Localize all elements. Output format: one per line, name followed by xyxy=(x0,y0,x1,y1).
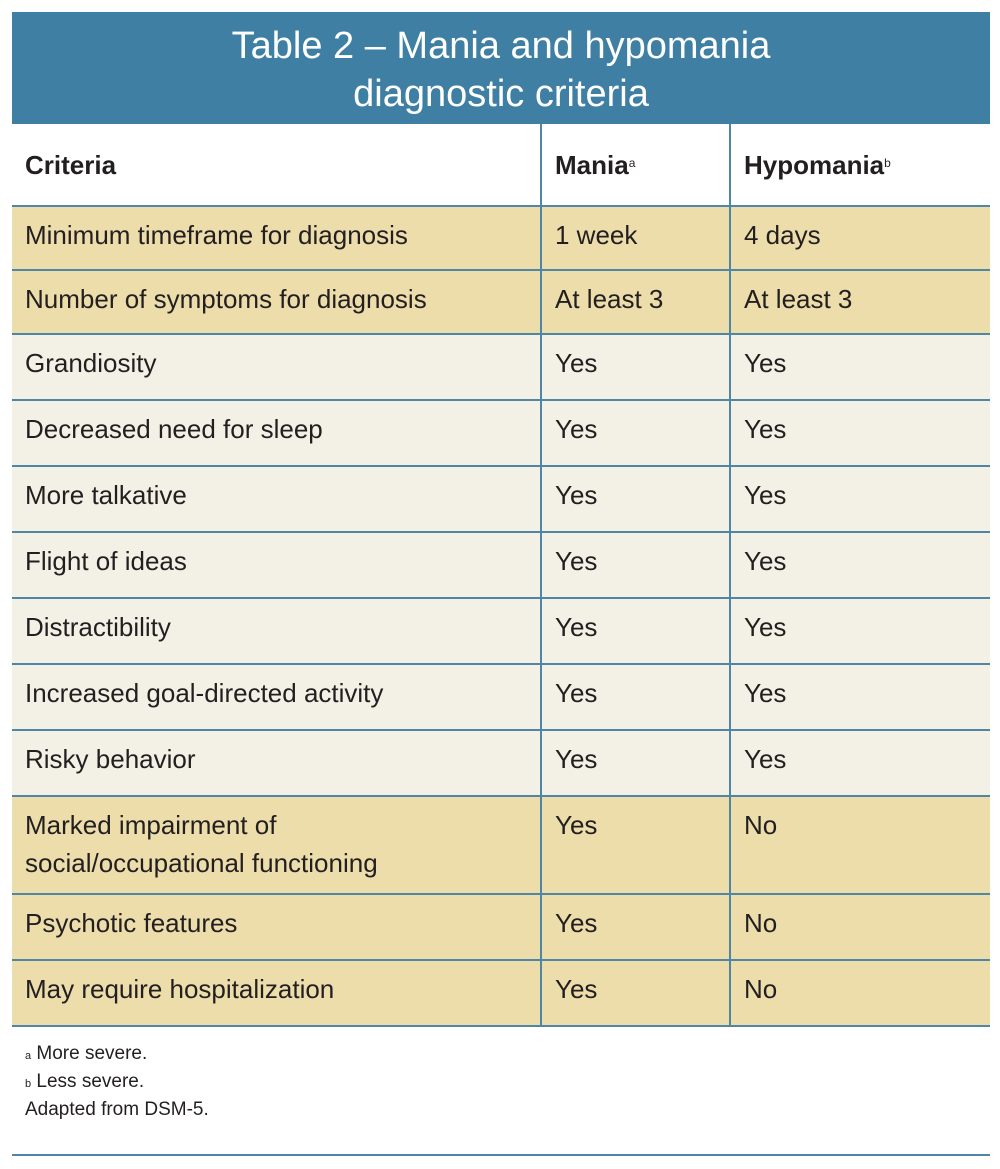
title-text: – Mania and hypomania xyxy=(354,25,771,67)
cell-mania: Yes xyxy=(541,730,730,796)
cell-hypomania: Yes xyxy=(730,466,990,532)
cell-criteria: More talkative xyxy=(12,466,541,532)
cell-criteria: Distractibility xyxy=(12,598,541,664)
table-row xyxy=(12,960,990,1026)
title-table-number: Table 2 xyxy=(231,25,355,67)
table-row xyxy=(12,532,990,598)
cell-criteria: Increased goal-directed activity xyxy=(12,664,541,730)
cell-criteria-line: social/occupational functioning xyxy=(25,848,378,878)
cell-hypomania: At least 3 xyxy=(730,270,990,334)
cell-mania: Yes xyxy=(541,960,730,1026)
header-hypomania-footnote-marker: b xyxy=(884,156,891,170)
cell-mania: Yes xyxy=(541,532,730,598)
cell-hypomania: No xyxy=(730,960,990,1026)
cell-mania: Yes xyxy=(541,664,730,730)
footnotes xyxy=(25,1040,209,1124)
table-row xyxy=(12,206,990,270)
cell-hypomania: Yes xyxy=(730,532,990,598)
cell-hypomania: Yes xyxy=(730,598,990,664)
table-row xyxy=(12,796,990,894)
cell-criteria: Psychotic features xyxy=(12,894,541,960)
cell-hypomania: Yes xyxy=(730,400,990,466)
footnote-b xyxy=(25,1068,209,1096)
table-row xyxy=(12,664,990,730)
table-row xyxy=(12,466,990,532)
table-row xyxy=(12,598,990,664)
header-row xyxy=(12,124,990,206)
cell-mania: 1 week xyxy=(541,206,730,270)
header-hypomania-label: Hypomania xyxy=(744,150,885,180)
cell-mania: Yes xyxy=(541,796,730,894)
table-row xyxy=(12,400,990,466)
cell-criteria: Risky behavior xyxy=(12,730,541,796)
cell-hypomania: No xyxy=(730,796,990,894)
criteria-table xyxy=(12,124,990,1027)
cell-mania: At least 3 xyxy=(541,270,730,334)
cell-hypomania: Yes xyxy=(730,664,990,730)
header-mania xyxy=(541,124,730,206)
bottom-divider xyxy=(12,1154,990,1156)
footnote-a xyxy=(25,1040,209,1068)
cell-criteria: Grandiosity xyxy=(12,334,541,400)
cell-hypomania: Yes xyxy=(730,730,990,796)
title-line-1 xyxy=(12,22,990,70)
footnote-a-text: More severe. xyxy=(31,1043,148,1064)
footnote-b-marker: b xyxy=(25,1078,32,1090)
cell-criteria: May require hospitalization xyxy=(12,960,541,1026)
cell-mania: Yes xyxy=(541,400,730,466)
cell-mania: Yes xyxy=(541,598,730,664)
title-line-2: diagnostic criteria xyxy=(353,73,649,115)
table-row xyxy=(12,730,990,796)
header-mania-footnote-marker: a xyxy=(628,156,636,170)
footnote-a-marker: a xyxy=(25,1050,32,1062)
table-row xyxy=(12,894,990,960)
cell-criteria-line: Marked impairment of xyxy=(25,810,277,840)
cell-hypomania: Yes xyxy=(730,334,990,400)
cell-criteria: Decreased need for sleep xyxy=(12,400,541,466)
cell-criteria: Number of symptoms for diagnosis xyxy=(12,270,541,334)
cell-mania: Yes xyxy=(541,894,730,960)
table-row xyxy=(12,334,990,400)
cell-hypomania: No xyxy=(730,894,990,960)
cell-criteria: Flight of ideas xyxy=(12,532,541,598)
footnote-source: Adapted from DSM-5. xyxy=(25,1099,209,1120)
cell-mania: Yes xyxy=(541,334,730,400)
header-hypomania xyxy=(730,124,990,206)
cell-criteria xyxy=(12,796,541,894)
header-criteria: Criteria xyxy=(12,124,541,206)
table-row xyxy=(12,270,990,334)
cell-hypomania: 4 days xyxy=(730,206,990,270)
cell-criteria: Minimum timeframe for diagnosis xyxy=(12,206,541,270)
table-title xyxy=(12,12,990,124)
footnote-b-text: Less severe. xyxy=(31,1071,145,1092)
cell-mania: Yes xyxy=(541,466,730,532)
header-mania-label: Mania xyxy=(555,150,629,180)
